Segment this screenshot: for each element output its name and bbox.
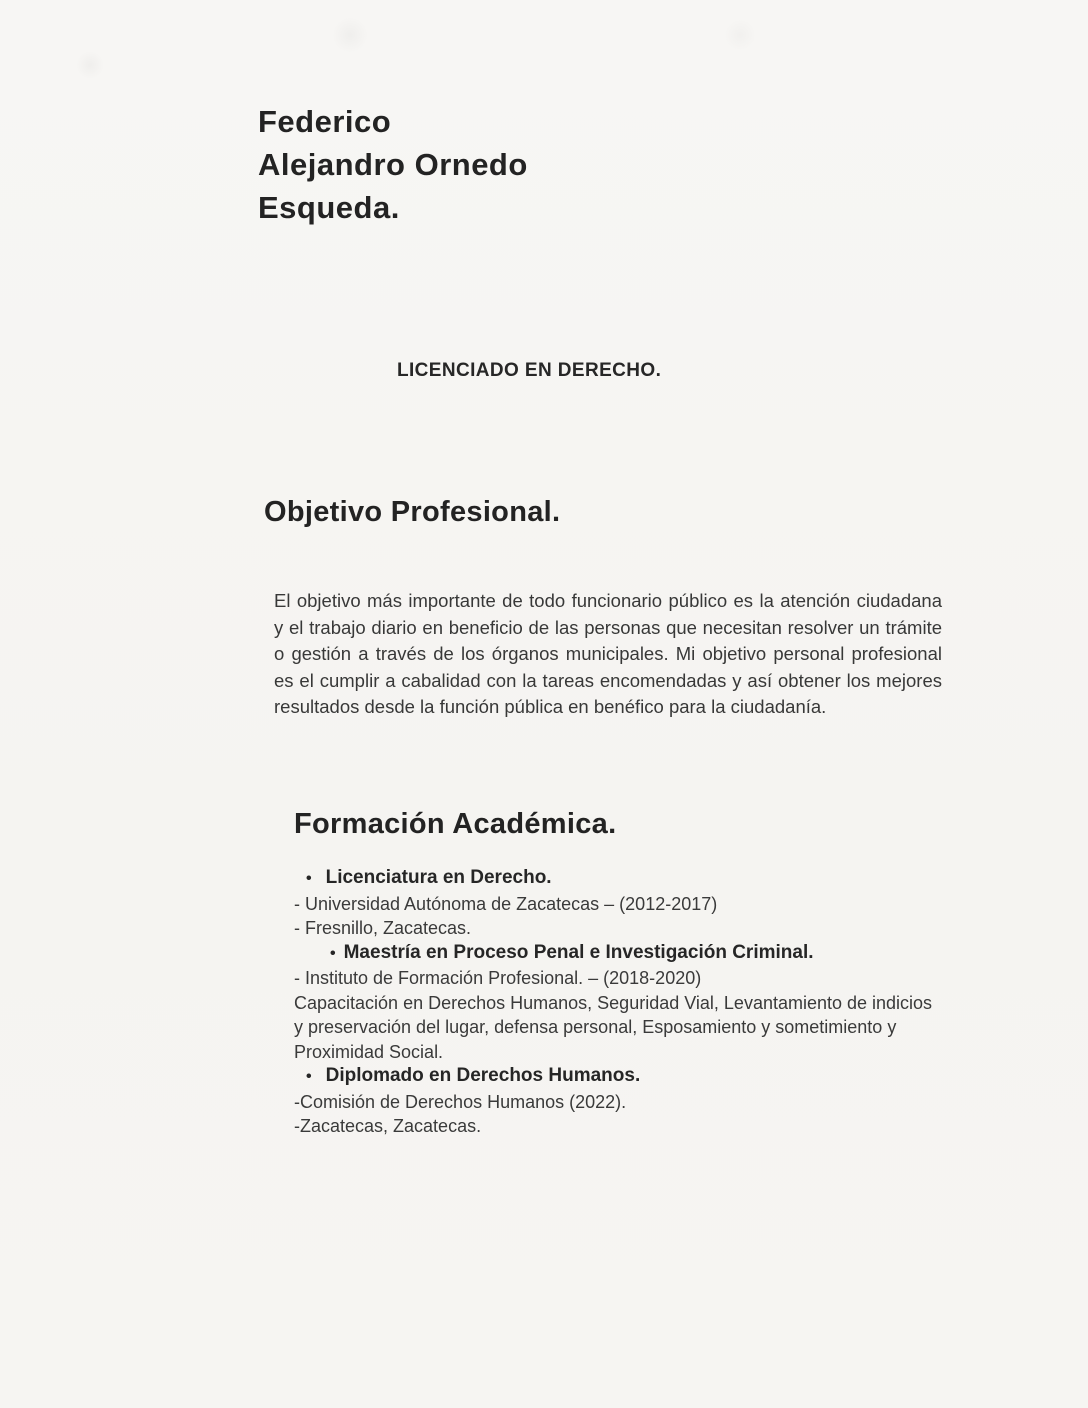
education-entry-diplomado	[294, 1064, 942, 1139]
education-entry-line: - Instituto de Formación Profesional. – (2018-2020)	[294, 968, 702, 988]
education-entry-title	[294, 941, 942, 967]
education-entry-title-text: Licenciatura en Derecho.	[325, 867, 552, 888]
name-line-2: Alejandro Ornedo	[258, 147, 528, 182]
education-list	[294, 866, 942, 1139]
education-entry-line: -Zacatecas, Zacatecas.	[294, 1116, 482, 1136]
name-line-1: Federico	[258, 104, 392, 139]
education-entry-licenciatura	[294, 866, 942, 941]
education-entry-title	[294, 866, 942, 892]
bullet-icon: •	[306, 1068, 312, 1085]
name-line-3: Esqueda.	[258, 190, 400, 225]
education-entry-line: - Universidad Autónoma de Zacatecas – (2012-2017)	[294, 893, 718, 914]
education-entry-line: - Fresnillo, Zacatecas.	[294, 918, 472, 938]
education-entry-title-text: Diplomado en Derechos Humanos.	[325, 1065, 641, 1086]
education-entry-maestria	[294, 941, 942, 1065]
job-title: LICENCIADO EN DERECHO.	[397, 360, 662, 381]
education-entry-paragraph: Capacitación en Derechos Humanos, Seguridad Vial, Levantamiento de indicios y preservación del lugar, defensa personal, Esposamiento y sometimiento y Proximidad Social.	[294, 992, 933, 1062]
education-entry-title	[294, 1064, 942, 1090]
bullet-icon: •	[330, 944, 336, 962]
person-name	[258, 100, 528, 229]
bullet-icon: •	[306, 870, 312, 887]
education-entry-title-text: Maestría en Proceso Penal e Investigación Criminal.	[343, 941, 814, 963]
education-section-heading: Formación Académica.	[294, 808, 617, 840]
education-entry-line: -Comisión de Derechos Humanos (2022).	[294, 1091, 627, 1112]
objective-paragraph: El objetivo más importante de todo funcionario público es la atención ciudadana y el trabajo diario en beneficio de las personas que necesitan resolver un trámite o gestión a través de los órganos municipales. Mi objetivo personal profesional es el cumplir a cabalidad con la tareas encomendadas y así obtener los mejores resultados desde la función pública en benéfico para la ciudadanía.	[274, 590, 942, 717]
objective-section-heading: Objetivo Profesional.	[264, 496, 561, 528]
